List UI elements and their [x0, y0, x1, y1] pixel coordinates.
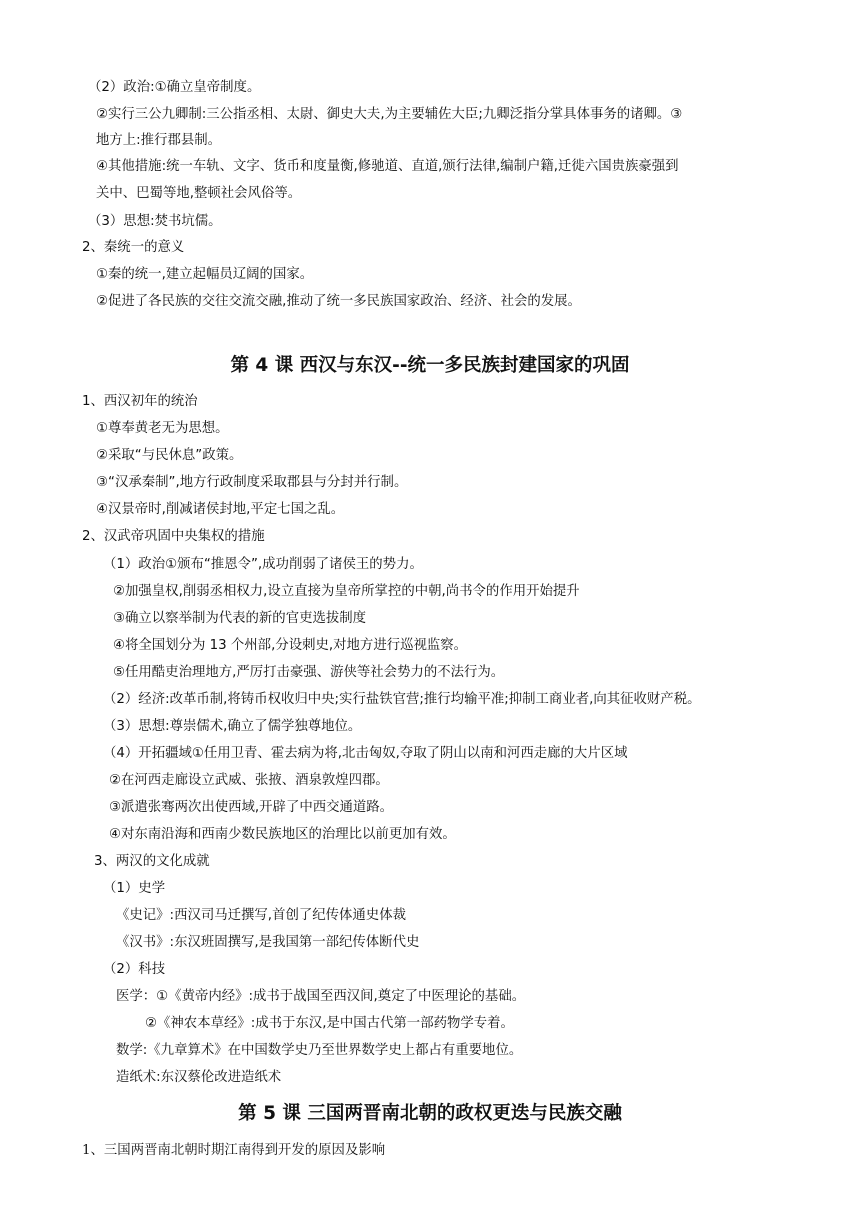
paragraph-line: ①秦的统一,建立起幅员辽阔的国家。	[96, 267, 314, 282]
paragraph-line: ③派遣张骞两次出使西域,开辟了中西交通道路。	[109, 800, 394, 815]
paragraph-line: 医学：①《黄帝内经》:成书于战国至西汉间,奠定了中医理论的基础。	[116, 989, 526, 1004]
section-heading: 2、秦统一的意义	[82, 240, 185, 255]
paragraph-line: 地方上:推行郡县制。	[96, 133, 222, 148]
paragraph-line: ②实行三公九卿制:三公指丞相、太尉、御史大夫,为主要辅佐大臣;九卿泛指分掌具体事务的诸卿。③	[96, 107, 683, 122]
paragraph-line: （1）政治①颁布“推恩令”,成功削弱了诸侯王的势力。	[103, 557, 423, 572]
paragraph-line: ④对东南沿海和西南少数民族地区的治理比以前更加有效。	[109, 827, 456, 842]
paragraph-line: （2）科技	[103, 962, 166, 977]
paragraph-line: ③确立以察举制为代表的新的官吏选拔制度	[113, 611, 367, 626]
paragraph-line: ⑤任用酷吏治理地方,严厉打击豪强、游侠等社会势力的不法行为。	[113, 665, 505, 680]
paragraph-line: ②在河西走廊设立武威、张掖、酒泉敦煌四郡。	[109, 773, 389, 788]
paragraph-line: （2）政治:①确立皇帝制度。	[88, 80, 261, 95]
paragraph-line: ④其他措施:统一车轨、文字、货币和度量衡,修驰道、直道,颁行法律,编制户籍,迁徙六国贵族豪强到	[96, 159, 679, 174]
section-heading: 1、西汉初年的统治	[82, 394, 198, 409]
paragraph-line: ④将全国划分为 13 个州部,分设刺史,对地方进行巡视监察。	[113, 638, 468, 653]
paragraph-line: 《史记》:西汉司马迁撰写,首创了纪传体通史体裁	[116, 908, 406, 923]
paragraph-line: ②《神农本草经》:成书于东汉,是中国古代第一部药物学专着。	[145, 1016, 514, 1031]
lesson-5-title: 第 5 课 三国两晋南北朝的政权更迭与民族交融	[238, 1103, 622, 1124]
paragraph-line: 《汉书》:东汉班固撰写,是我国第一部纪传体断代史	[116, 935, 420, 950]
paragraph-line: 数学:《九章算术》在中国数学史乃至世界数学史上都占有重要地位。	[116, 1043, 523, 1058]
paragraph-line: 关中、巴蜀等地,整顿社会风俗等。	[96, 186, 302, 201]
paragraph-line: ③“汉承秦制”,地方行政制度采取郡县与分封并行制。	[96, 475, 408, 490]
section-heading: 2、汉武帝巩固中央集权的措施	[82, 529, 265, 544]
paragraph-line: （1）史学	[103, 881, 166, 896]
paragraph-line: ②加强皇权,削弱丞相权力,设立直接为皇帝所掌控的中朝,尚书令的作用开始提升	[113, 584, 580, 599]
paragraph-line: （3）思想:尊崇儒术,确立了儒学独尊地位。	[103, 719, 362, 734]
paragraph-line: 造纸术:东汉蔡伦改进造纸术	[116, 1070, 282, 1085]
paragraph-line: ①尊奉黄老无为思想。	[96, 421, 229, 436]
section-heading: 1、三国两晋南北朝时期江南得到开发的原因及影响	[82, 1143, 386, 1158]
lesson-4-title: 第 4 课 西汉与东汉--统一多民族封建国家的巩固	[230, 355, 630, 376]
paragraph-line: ④汉景帝时,削减诸侯封地,平定七国之乱。	[96, 502, 345, 517]
paragraph-line: （4）开拓疆域①任用卫青、霍去病为将,北击匈奴,夺取了阴山以南和河西走廊的大片区域	[103, 746, 628, 761]
section-heading: 3、两汉的文化成就	[94, 854, 210, 869]
paragraph-line: （3）思想:焚书坑儒。	[88, 214, 222, 229]
paragraph-line: ②采取“与民休息”政策。	[96, 448, 243, 463]
paragraph-line: （2）经济:改革币制,将铸币权收归中央;实行盐铁官营;推行均输平准;抑制工商业者,向其征收财产税。	[103, 692, 701, 707]
paragraph-line: ②促进了各民族的交往交流交融,推动了统一多民族国家政治、经济、社会的发展。	[96, 294, 581, 309]
